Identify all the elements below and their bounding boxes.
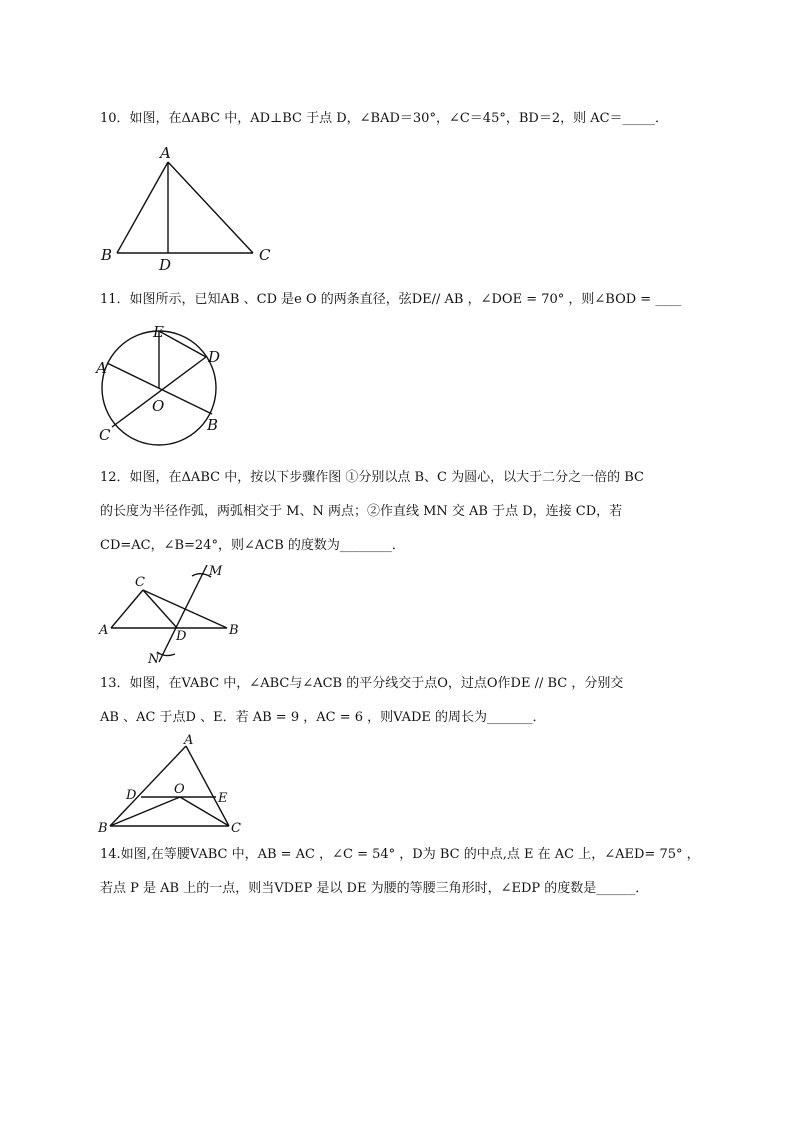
point-label-c: C <box>99 426 111 444</box>
point-label-b: B <box>229 623 239 638</box>
question-13-line-1: 13．如图，在VABC 中，∠ABC与∠ACB 的平分线交于点O，过点O作DE // BC ，分别交 <box>100 676 624 691</box>
question-11-figure <box>95 322 230 447</box>
point-label-a: A <box>96 359 107 377</box>
point-label-c: C <box>259 246 271 264</box>
segment-ab <box>117 162 168 253</box>
point-label-c: C <box>231 821 241 836</box>
point-label-b: B <box>101 246 113 264</box>
question-12-line-3: CD=AC，∠B=24°，则∠ACB 的度数为________． <box>100 538 405 553</box>
question-14-line-2: 若点 P 是 AB 上的一点，则当VDEP 是以 DE 为腰的等腰三角形时，∠EDP 的度数是______． <box>100 881 649 896</box>
question-13-line-2: AB 、AC 于点D 、E．若 AB = 9 ，AC = 6 ，则VADE 的周长为_______． <box>100 710 546 725</box>
question-11-text: 11．如图所示，已知AB 、CD 是e O 的两条直径，弦DE// AB ，∠DOE = 70° ，则∠BOD = ____ <box>100 292 682 307</box>
point-label-a: A <box>160 144 171 162</box>
question-12-line-1: 12．如图，在ΔABC 中，按以下步骤作图 ①分别以点 B、C 为圆心，以大于二分之一倍的 BC <box>100 470 644 485</box>
question-10-figure <box>95 140 285 275</box>
point-label-d: D <box>208 348 221 366</box>
question-10-text: 10．如图，在ΔABC 中，AD⊥BC 于点 D，∠BAD＝30°，∠C＝45°，BD＝2，则 AC＝_____． <box>100 111 669 126</box>
point-label-n: N <box>148 652 160 667</box>
segment-ac <box>168 162 253 253</box>
point-label-d: D <box>176 629 187 644</box>
question-12-line-2: 的长度为半径作弧，两弧相交于 M、N 两点；②作直线 MN 交 AB 于点 D，连接 CD，若 <box>100 504 623 519</box>
point-label-b: B <box>207 416 219 434</box>
point-label-a: A <box>99 623 109 638</box>
point-label-a: A <box>184 733 194 748</box>
bisector-bo <box>110 797 180 826</box>
point-label-d: D <box>126 788 137 803</box>
point-label-d: D <box>159 256 172 274</box>
point-label-b: B <box>98 821 108 836</box>
question-14-line-1: 14.如图,在等腰VABC 中，AB = AC ，∠C = 54° ，D为 BC 的中点,点 E 在 AC 上，∠AED= 75° ， <box>100 847 700 862</box>
point-label-m: M <box>209 564 223 579</box>
point-label-c: C <box>135 575 145 590</box>
point-label-o: O <box>174 782 185 797</box>
segment-ac <box>111 590 143 628</box>
point-label-e: E <box>153 323 164 341</box>
point-label-e: E <box>218 791 228 806</box>
line-mn <box>159 565 207 662</box>
question-13-figure <box>95 732 255 840</box>
arc-n <box>157 652 175 656</box>
point-label-o: O <box>152 397 165 415</box>
segment-cd <box>143 590 177 628</box>
chord-de <box>159 331 206 357</box>
question-12-figure <box>95 560 255 670</box>
